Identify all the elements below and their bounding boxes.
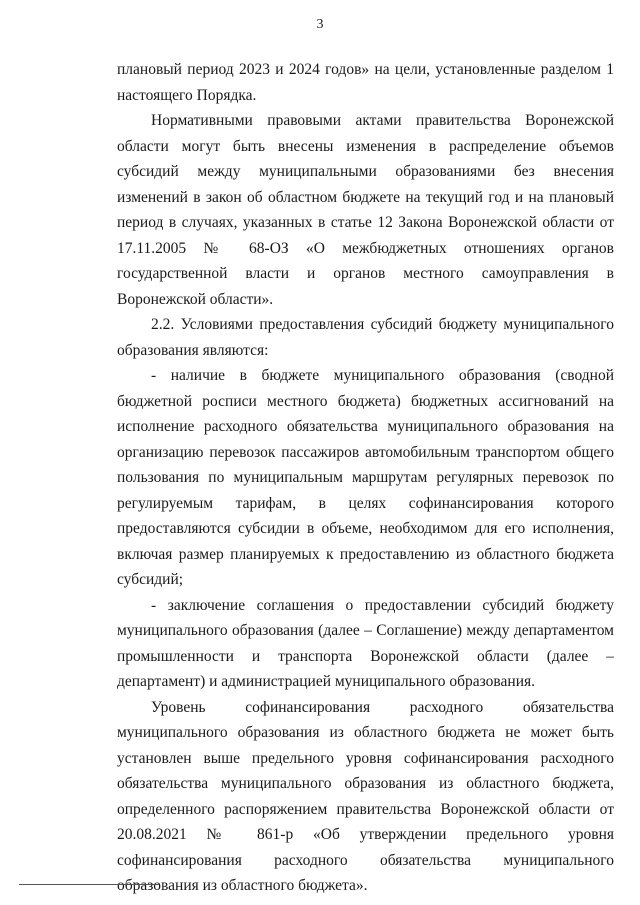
list-item-budget-allocation: - наличие в бюджете муниципального образования (сводной бюджетной росписи местного бюджета) бюджетных ассигнований на исполнение расходного обязательства муниципального образования на организацию перевозок пассажиров автомобильным транспортом общего пользования по муниципальным маршрутам регулярных перевозок по регулируемым тарифам, в целях софинансирования которого предоставляются субсидии в объеме, необходимом для его исполнения, включая размер планируемых к предоставлению из областного бюджета субсидий; bbox=[117, 367, 614, 588]
paragraph-continuation: плановый период 2023 и 2024 годов» на цели, установленные разделом 1 настоящего Порядка. bbox=[117, 61, 614, 104]
page-number: 3 bbox=[316, 17, 324, 32]
paragraph-section-2-2: 2.2. Условиями предоставления субсидий бюджету муниципального образования являются: bbox=[117, 316, 614, 359]
paragraph-normative-acts: Нормативными правовыми актами правительства Воронежской области могут быть внесены изменения в распределение объемов субсидий между муниципальными образованиями без внесения изменений в закон об областном бюджете на текущий год и на плановый период в случаях, указанных в статье 12 Закона Воронежской области от 17.11.2005 № 68-ОЗ «О межбюджетных отношениях органов государственной власти и органов местного самоуправления в Воронежской области». bbox=[117, 112, 614, 308]
footer-divider bbox=[19, 884, 159, 885]
list-item-agreement: - заключение соглашения о предоставлении субсидий бюджету муниципального образования (далее – Соглашение) между департаментом промышленности и транспорта Воронежской области (далее – департамент) и администрацией муниципального образования. bbox=[117, 596, 614, 690]
document-body bbox=[117, 57, 614, 899]
paragraph-cofinancing-level: Уровень софинансирования расходного обязательства муниципального образования из областного бюджета не может быть установлен выше предельного уровня софинансирования расходного обязательства муниципального образования из областного бюджета, определенного распоряжением правительства Воронежской области от 20.08.2021 № 861-р «Об утверждении предельного уровня софинансирования расходного обязательства муниципального образования из областного бюджета». bbox=[117, 698, 614, 894]
